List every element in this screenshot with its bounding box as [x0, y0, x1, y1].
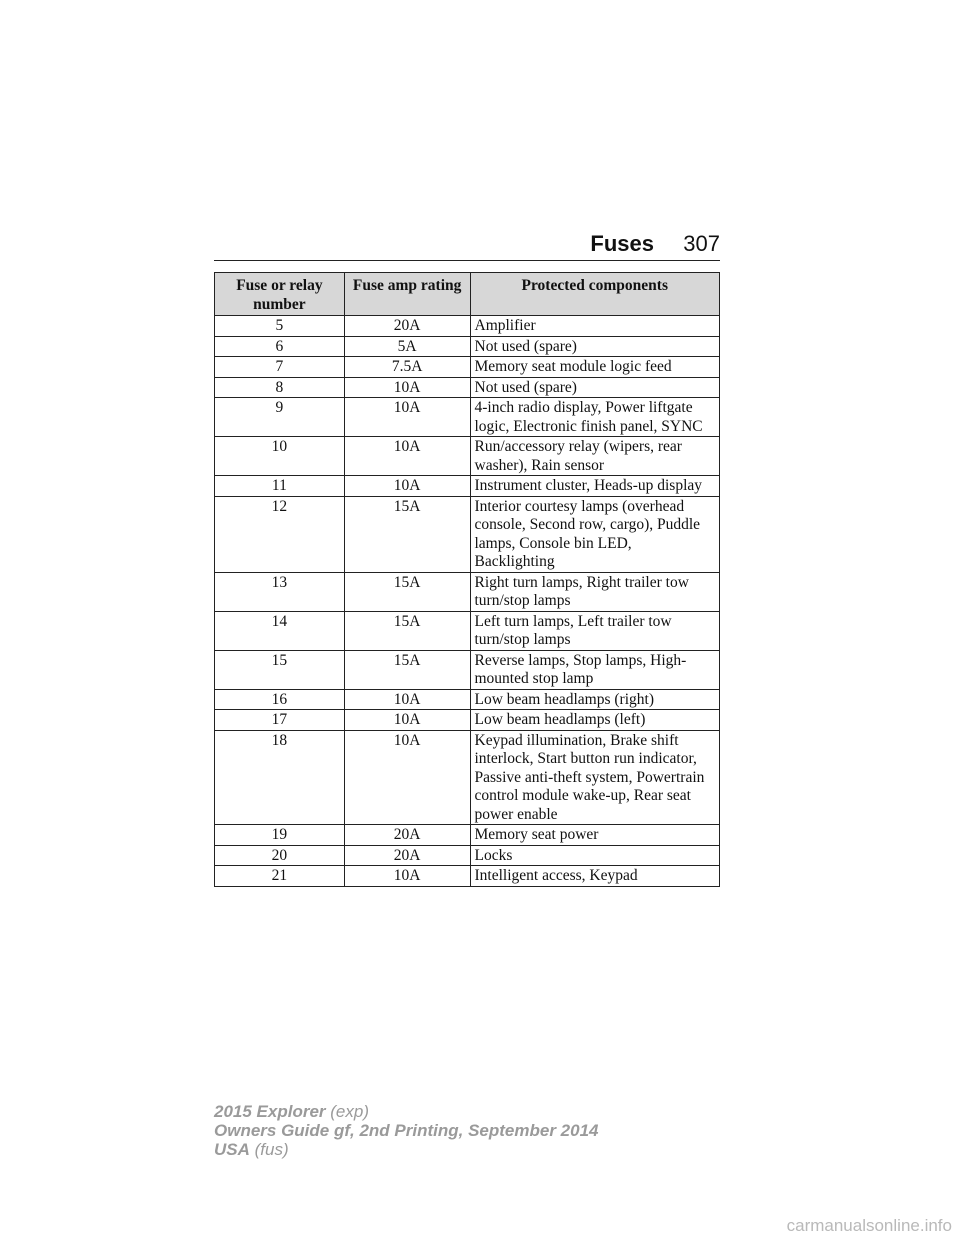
- fuse-components-cell: Not used (spare): [470, 377, 720, 398]
- document-footer: [214, 1102, 598, 1159]
- fuse-components-cell: Reverse lamps, Stop lamps, High-mounted stop lamp: [470, 650, 720, 689]
- fuse-amp-cell: 10A: [344, 866, 470, 887]
- watermark: carmanualsonline.info: [786, 1216, 952, 1235]
- fuse-amp-cell: 15A: [344, 496, 470, 572]
- table-header-row: [215, 273, 720, 316]
- table-row: [215, 476, 720, 497]
- table-row: [215, 377, 720, 398]
- section-title: Fuses: [590, 231, 654, 256]
- fuse-number-cell: 7: [215, 357, 345, 378]
- footer-model-code: (exp): [330, 1102, 369, 1121]
- table-row: [215, 316, 720, 337]
- fuse-amp-cell: 15A: [344, 650, 470, 689]
- fuse-components-cell: Locks: [470, 845, 720, 866]
- table-row: [215, 650, 720, 689]
- table-row: [215, 398, 720, 437]
- page-header: [214, 228, 720, 261]
- fuse-components-cell: Memory seat module logic feed: [470, 357, 720, 378]
- footer-printing: Owners Guide gf, 2nd Printing, September 2014: [214, 1121, 599, 1140]
- page-number: 307: [683, 231, 720, 256]
- fuse-components-cell: Run/accessory relay (wipers, rear washer), Rain sensor: [470, 437, 720, 476]
- fuse-number-cell: 18: [215, 730, 345, 825]
- table-row: [215, 825, 720, 846]
- table-row: [215, 336, 720, 357]
- fuse-amp-cell: 20A: [344, 845, 470, 866]
- fuse-number-cell: 21: [215, 866, 345, 887]
- fuse-number-cell: 8: [215, 377, 345, 398]
- table-row: [215, 496, 720, 572]
- fuse-amp-cell: 15A: [344, 572, 470, 611]
- fuse-components-cell: Interior courtesy lamps (overhead console, Second row, cargo), Puddle lamps, Console bin LED, Backlighting: [470, 496, 720, 572]
- fuse-components-cell: Not used (spare): [470, 336, 720, 357]
- table-row: [215, 611, 720, 650]
- fuse-amp-cell: 10A: [344, 398, 470, 437]
- fuse-number-cell: 10: [215, 437, 345, 476]
- footer-line-printing: [214, 1121, 598, 1140]
- fuse-number-cell: 15: [215, 650, 345, 689]
- fuse-number-cell: 11: [215, 476, 345, 497]
- fuse-components-cell: Low beam headlamps (right): [470, 689, 720, 710]
- fuse-number-cell: 19: [215, 825, 345, 846]
- fuse-amp-cell: 7.5A: [344, 357, 470, 378]
- column-header-components: Protected components: [470, 273, 720, 316]
- fuse-amp-cell: 20A: [344, 316, 470, 337]
- table-row: [215, 572, 720, 611]
- footer-market: USA: [214, 1140, 250, 1159]
- fuse-number-cell: 14: [215, 611, 345, 650]
- fuse-amp-cell: 20A: [344, 825, 470, 846]
- fuse-components-cell: Memory seat power: [470, 825, 720, 846]
- footer-market-code: (fus): [254, 1140, 289, 1159]
- fuse-number-cell: 12: [215, 496, 345, 572]
- table-row: [215, 357, 720, 378]
- fuse-components-cell: Intelligent access, Keypad: [470, 866, 720, 887]
- table-row: [215, 689, 720, 710]
- fuse-amp-cell: 10A: [344, 437, 470, 476]
- fuse-amp-cell: 15A: [344, 611, 470, 650]
- fuse-amp-cell: 10A: [344, 476, 470, 497]
- fuse-components-cell: Left turn lamps, Left trailer tow turn/stop lamps: [470, 611, 720, 650]
- fuse-number-cell: 20: [215, 845, 345, 866]
- table-row: [215, 710, 720, 731]
- fuse-amp-cell: 5A: [344, 336, 470, 357]
- fuse-components-cell: Low beam headlamps (left): [470, 710, 720, 731]
- fuse-number-cell: 5: [215, 316, 345, 337]
- footer-model: 2015 Explorer: [214, 1102, 326, 1121]
- footer-line-model: [214, 1102, 598, 1121]
- fuse-components-cell: Instrument cluster, Heads-up display: [470, 476, 720, 497]
- fuse-number-cell: 6: [215, 336, 345, 357]
- fuse-number-cell: 9: [215, 398, 345, 437]
- fuse-components-cell: 4-inch radio display, Power liftgate logic, Electronic finish panel, SYNC: [470, 398, 720, 437]
- fuse-number-cell: 17: [215, 710, 345, 731]
- fuse-number-cell: 13: [215, 572, 345, 611]
- table-row: [215, 866, 720, 887]
- fuse-components-cell: Right turn lamps, Right trailer tow turn/stop lamps: [470, 572, 720, 611]
- fuse-amp-cell: 10A: [344, 377, 470, 398]
- fuse-table: [214, 272, 720, 887]
- table-row: [215, 730, 720, 825]
- fuse-table-body: [215, 316, 720, 887]
- fuse-amp-cell: 10A: [344, 710, 470, 731]
- fuse-components-cell: Keypad illumination, Brake shift interlock, Start button run indicator, Passive anti-theft system, Powertrain control module wake-up, Rear seat power enable: [470, 730, 720, 825]
- table-row: [215, 437, 720, 476]
- footer-line-market: [214, 1140, 598, 1159]
- table-row: [215, 845, 720, 866]
- fuse-components-cell: Amplifier: [470, 316, 720, 337]
- fuse-number-cell: 16: [215, 689, 345, 710]
- column-header-amp: Fuse amp rating: [344, 273, 470, 316]
- fuse-amp-cell: 10A: [344, 730, 470, 825]
- column-header-number: Fuse or relay number: [215, 273, 345, 316]
- fuse-amp-cell: 10A: [344, 689, 470, 710]
